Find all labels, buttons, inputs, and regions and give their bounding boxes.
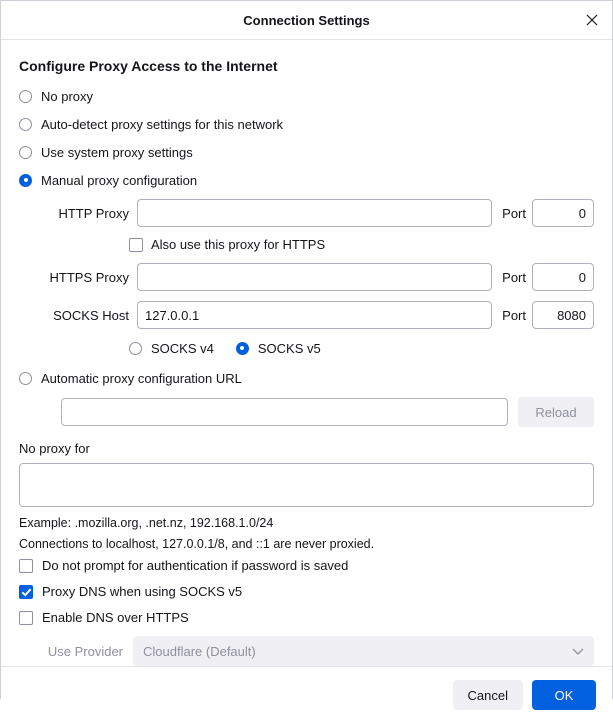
no-proxy-for-label: No proxy for bbox=[19, 441, 90, 456]
radio-no-proxy-label: No proxy bbox=[41, 88, 94, 104]
radio-pac-url[interactable] bbox=[19, 369, 594, 387]
reload-button[interactable]: Reload bbox=[518, 397, 594, 427]
radio-pac-url-indicator[interactable] bbox=[19, 372, 32, 385]
socks-host-row bbox=[19, 301, 594, 329]
socks-host-input[interactable] bbox=[137, 301, 492, 329]
https-port-label: Port bbox=[502, 269, 526, 285]
localhost-note: Connections to localhost, 127.0.0.1/8, and ::1 are never proxied. bbox=[19, 537, 375, 551]
radio-socks-v5[interactable] bbox=[236, 339, 321, 357]
socks-port-label: Port bbox=[502, 307, 526, 323]
radio-auto-detect-label: Auto-detect proxy settings for this network bbox=[41, 116, 284, 132]
dialog-title: Connection Settings bbox=[243, 12, 370, 28]
provider-select[interactable] bbox=[133, 636, 594, 666]
dialog-titlebar bbox=[1, 1, 612, 40]
also-https-checkbox[interactable] bbox=[129, 238, 143, 252]
radio-pac-url-label: Automatic proxy configuration URL bbox=[41, 370, 242, 386]
no-proxy-for-input[interactable] bbox=[19, 463, 594, 507]
also-https-row[interactable] bbox=[19, 237, 594, 252]
http-proxy-input[interactable] bbox=[137, 199, 492, 227]
dialog-footer bbox=[1, 666, 612, 723]
also-https-label: Also use this proxy for HTTPS bbox=[151, 237, 326, 252]
proxy-dns-label: Proxy DNS when using SOCKS v5 bbox=[42, 584, 243, 599]
socks-version-group bbox=[19, 339, 594, 357]
do-not-prompt-row[interactable] bbox=[19, 558, 594, 573]
dialog-content bbox=[1, 40, 612, 666]
radio-manual-proxy[interactable] bbox=[19, 171, 594, 189]
close-icon[interactable] bbox=[580, 8, 604, 32]
radio-no-proxy[interactable] bbox=[19, 87, 594, 105]
no-proxy-example: Example: .mozilla.org, .net.nz, 192.168.1.0/24 bbox=[19, 516, 274, 530]
http-port-label: Port bbox=[502, 205, 526, 221]
dns-over-https-row[interactable] bbox=[19, 610, 594, 625]
radio-socks-v5-indicator[interactable] bbox=[236, 342, 249, 355]
http-proxy-label: HTTP Proxy bbox=[58, 205, 129, 221]
provider-selected-value: Cloudflare (Default) bbox=[143, 643, 256, 659]
radio-socks-v4-indicator[interactable] bbox=[129, 342, 142, 355]
dns-over-https-label: Enable DNS over HTTPS bbox=[42, 610, 189, 625]
https-proxy-input[interactable] bbox=[137, 263, 492, 291]
socks-host-label: SOCKS Host bbox=[53, 307, 129, 323]
section-heading: Configure Proxy Access to the Internet bbox=[19, 58, 278, 74]
radio-system-proxy[interactable] bbox=[19, 143, 594, 161]
pac-url-row bbox=[19, 397, 594, 427]
radio-socks-v4-label: SOCKS v4 bbox=[151, 340, 214, 356]
radio-no-proxy-indicator[interactable] bbox=[19, 90, 32, 103]
https-proxy-label: HTTPS Proxy bbox=[49, 269, 129, 285]
provider-label: Use Provider bbox=[47, 643, 123, 659]
socks-port-input[interactable] bbox=[532, 301, 594, 329]
radio-socks-v5-label: SOCKS v5 bbox=[257, 340, 321, 356]
proxy-dns-row[interactable] bbox=[19, 584, 594, 599]
radio-manual-proxy-indicator[interactable] bbox=[19, 174, 32, 187]
ok-button[interactable]: OK bbox=[532, 680, 596, 710]
radio-auto-detect[interactable] bbox=[19, 115, 594, 133]
pac-url-input[interactable] bbox=[61, 398, 508, 426]
cancel-button[interactable]: Cancel bbox=[453, 680, 523, 710]
radio-socks-v4[interactable] bbox=[129, 339, 214, 357]
proxy-dns-checkbox[interactable] bbox=[19, 585, 33, 599]
provider-row bbox=[19, 636, 594, 666]
radio-manual-proxy-label: Manual proxy configuration bbox=[41, 172, 198, 188]
radio-auto-detect-indicator[interactable] bbox=[19, 118, 32, 131]
chevron-down-icon bbox=[572, 644, 584, 659]
dns-over-https-checkbox[interactable] bbox=[19, 611, 33, 625]
https-proxy-row bbox=[19, 263, 594, 291]
radio-system-proxy-indicator[interactable] bbox=[19, 146, 32, 159]
http-proxy-row bbox=[19, 199, 594, 227]
radio-system-proxy-label: Use system proxy settings bbox=[41, 144, 193, 160]
https-port-input[interactable] bbox=[532, 263, 594, 291]
do-not-prompt-checkbox[interactable] bbox=[19, 559, 33, 573]
http-port-input[interactable] bbox=[532, 199, 594, 227]
do-not-prompt-label: Do not prompt for authentication if password is saved bbox=[42, 558, 349, 573]
